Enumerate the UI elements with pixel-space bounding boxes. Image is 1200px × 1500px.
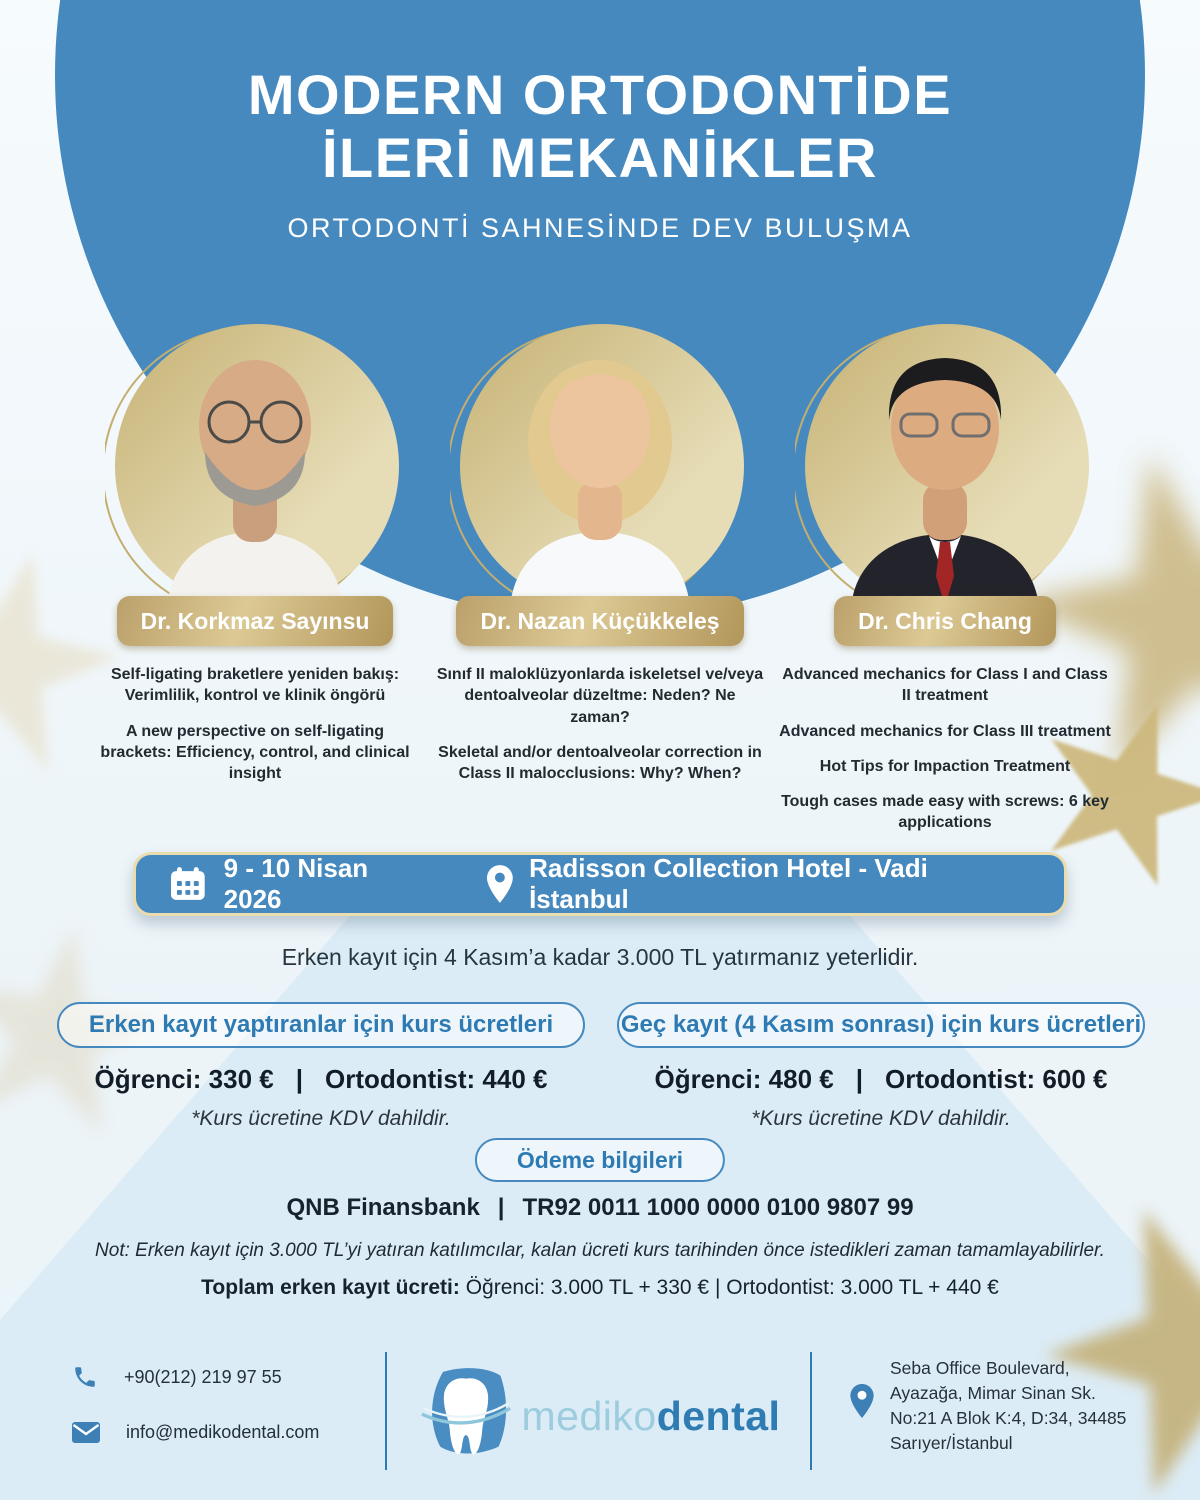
bank-name: QNB Finansbank bbox=[286, 1194, 480, 1221]
early-price-student: Öğrenci: 330 € bbox=[94, 1064, 274, 1094]
address-line: No:21 A Blok K:4, D:34, 34485 bbox=[890, 1407, 1127, 1428]
late-price-row bbox=[617, 1064, 1145, 1095]
late-price-orthodontist: Ortodontist: 600 € bbox=[885, 1064, 1108, 1094]
early-registration-note: Erken kayıt için 4 Kasım’a kadar 3.000 TL yatırmanız yeterlidir. bbox=[281, 944, 919, 970]
speaker-topic: Self-ligating braketlere yeniden bakış: Verimlilik, kontrol ve klinik öngörü bbox=[110, 666, 400, 705]
phone-row bbox=[72, 1364, 319, 1390]
speaker-topic: Sınıf II maloklüzyonlarda iskeletsel ve/veya dentoalveolar düzeltme: Neden? Ne zaman? bbox=[436, 666, 764, 726]
event-venue: Radisson Collection Hotel - Vadi İstanbul bbox=[529, 853, 928, 914]
speaker-name-badge: Dr. Nazan Küçükkeleş bbox=[456, 596, 743, 646]
vat-note: *Kurs ücretine KDV dahildir. bbox=[751, 1107, 1011, 1130]
bank-divider: | bbox=[497, 1194, 505, 1221]
speaker-name-badge: Dr. Chris Chang bbox=[834, 596, 1056, 646]
address-line: Sarıyer/İstanbul bbox=[890, 1432, 1013, 1453]
bank-info-row bbox=[0, 1194, 1200, 1222]
early-pricing-box bbox=[57, 1002, 585, 1131]
address-lines bbox=[890, 1356, 1126, 1455]
late-pricing-box bbox=[617, 1002, 1145, 1131]
speaker-topic: Skeletal and/or dentoalveolar correction in Class II malocclusions: Why? When? bbox=[438, 743, 762, 783]
speaker-topic: Advanced mechanics for Class I and Class II treatment bbox=[782, 666, 1108, 705]
contact-block bbox=[72, 1364, 319, 1443]
address-line: Ayazağa, Mimar Sinan Sk. bbox=[890, 1382, 1096, 1403]
event-date: 9 - 10 Nisan 2026 bbox=[223, 853, 369, 914]
late-price-student: Öğrenci: 480 € bbox=[654, 1064, 834, 1094]
early-price-row bbox=[57, 1064, 585, 1095]
price-divider: | bbox=[295, 1064, 303, 1094]
poster-title-line2: İLERİ MEKANİKLER bbox=[322, 125, 878, 189]
speaker-topics bbox=[779, 664, 1111, 834]
footer-divider bbox=[385, 1352, 387, 1470]
speaker-photo bbox=[105, 276, 405, 608]
address-block bbox=[850, 1356, 1126, 1455]
vat-note: *Kurs ücretine KDV dahildir. bbox=[191, 1107, 451, 1130]
phone-number: +90(212) 219 97 55 bbox=[124, 1366, 282, 1387]
poster-header bbox=[0, 64, 1200, 244]
poster-subtitle: ORTODONTİ SAHNESİNDE DEV BULUŞMA bbox=[287, 213, 913, 244]
calendar-icon bbox=[170, 867, 206, 901]
tooth-icon bbox=[420, 1365, 512, 1467]
phone-icon bbox=[72, 1364, 98, 1390]
speaker-topic: Tough cases made easy with screws: 6 key applications bbox=[781, 793, 1109, 832]
envelope-icon bbox=[72, 1422, 100, 1443]
logo-text-mediko: mediko bbox=[521, 1392, 657, 1439]
event-info-bar bbox=[133, 852, 1067, 916]
location-pin-icon bbox=[487, 865, 513, 903]
address-line: Seba Office Boulevard, bbox=[890, 1358, 1070, 1378]
medikodental-logo bbox=[418, 1356, 782, 1476]
speaker-card bbox=[775, 276, 1115, 834]
logo-text-dental: dental bbox=[656, 1392, 781, 1439]
location-pin-icon bbox=[850, 1384, 874, 1418]
logo-wordmark bbox=[522, 1393, 781, 1440]
payment-note: Not: Erken kayıt için 3.000 TL’yi yatıran katılımcılar, kalan ücreti kurs tarihinden önce istedikleri zaman tamamlayabilirler. bbox=[95, 1240, 1105, 1261]
footer-divider bbox=[810, 1352, 812, 1470]
early-pricing-header-pill: Erken kayıt yaptıranlar için kurs ücretleri bbox=[57, 1002, 585, 1048]
early-price-orthodontist: Ortodontist: 440 € bbox=[325, 1064, 548, 1094]
email-address: info@medikodental.com bbox=[126, 1422, 320, 1442]
price-divider: | bbox=[855, 1064, 863, 1094]
poster-title-line1: MODERN ORTODONTİDE bbox=[247, 63, 953, 126]
email-row bbox=[72, 1422, 319, 1443]
speaker-topic: Hot Tips for Impaction Treatment bbox=[819, 757, 1071, 775]
late-pricing-header-pill: Geç kayıt (4 Kasım sonrası) için kurs ücretleri bbox=[617, 1002, 1145, 1048]
total-fee-line bbox=[0, 1276, 1200, 1300]
total-fee-label: Toplam erken kayıt ücreti: bbox=[201, 1276, 460, 1299]
speaker-topic: Advanced mechanics for Class III treatment bbox=[779, 722, 1111, 740]
speaker-name-badge: Dr. Korkmaz Sayınsu bbox=[117, 596, 394, 646]
speaker-topics bbox=[89, 664, 421, 784]
iban: TR92 0011 1000 0000 0100 9807 99 bbox=[522, 1194, 914, 1221]
speaker-card bbox=[430, 276, 770, 784]
speaker-photo bbox=[795, 276, 1095, 608]
total-fee-value: Öğrenci: 3.000 TL + 330 € | Ortodontist: 3.000 TL + 440 € bbox=[465, 1276, 999, 1299]
payment-header-pill: Ödeme bilgileri bbox=[475, 1138, 725, 1182]
speaker-card bbox=[85, 276, 425, 784]
speaker-topic: A new perspective on self-ligating brackets: Efficiency, control, and clinical insight bbox=[100, 722, 410, 783]
speaker-photo bbox=[450, 276, 750, 608]
speaker-topics bbox=[434, 664, 766, 784]
